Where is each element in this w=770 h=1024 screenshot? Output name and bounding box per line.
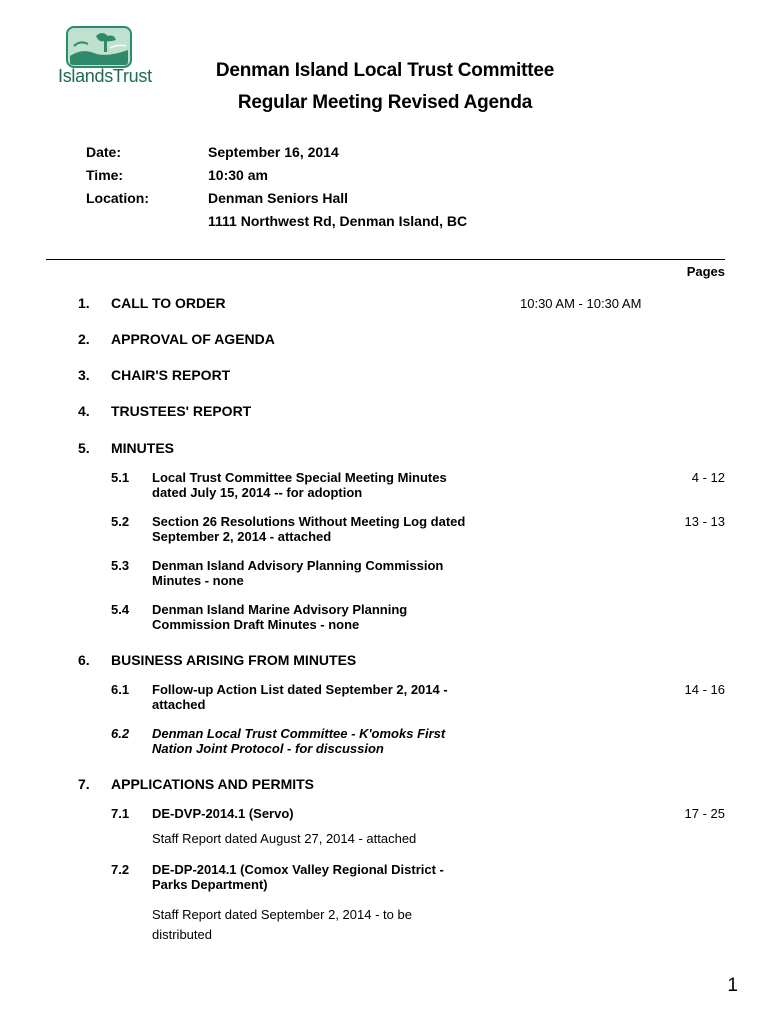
subitem-title-line1: Follow-up Action List dated September 2, 2014 - — [152, 682, 448, 697]
subitem-title-line1: Denman Island Advisory Planning Commission — [152, 558, 444, 573]
agenda-item-title: TRUSTEES' REPORT — [111, 403, 252, 419]
subitem-pages: 14 - 16 — [684, 682, 725, 697]
subitem-number: 5.1 — [111, 470, 130, 485]
logo-text: IslandsTrust — [58, 66, 152, 86]
agenda-item-number: 7. — [78, 776, 90, 792]
time-label: Time: — [86, 167, 124, 183]
agenda-item-title: APPLICATIONS AND PERMITS — [111, 776, 315, 792]
agenda-item-title: CHAIR'S REPORT — [111, 367, 231, 383]
header-divider — [46, 259, 725, 260]
subitem-title-line1: DE-DVP-2014.1 (Servo) — [152, 806, 294, 821]
subitem-title-line2: September 2, 2014 - attached — [152, 529, 332, 544]
subitem-title-line1: Denman Island Marine Advisory Planning — [152, 602, 408, 617]
subitem-title-line1: Denman Local Trust Committee - K'omoks First — [152, 726, 446, 741]
date-label: Date: — [86, 144, 122, 160]
pages-column-header: Pages — [686, 264, 725, 279]
location-value-1: Denman Seniors Hall — [208, 190, 349, 206]
agenda-item-number: 2. — [78, 331, 90, 347]
agenda-item-number: 3. — [78, 367, 90, 383]
agenda-item-number: 4. — [78, 403, 90, 419]
agenda-item-title: APPROVAL OF AGENDA — [111, 331, 275, 347]
agenda-item-title: MINUTES — [111, 440, 174, 456]
subitem-pages: 13 - 13 — [684, 514, 725, 529]
agenda-item-title: BUSINESS ARISING FROM MINUTES — [111, 652, 357, 668]
agenda-item-time: 10:30 AM - 10:30 AM — [520, 296, 642, 311]
subitem-title-line2: attached — [152, 697, 206, 712]
subitem-number: 6.2 — [111, 726, 130, 741]
subitem-title-line1: DE-DP-2014.1 (Comox Valley Regional District - — [152, 862, 444, 877]
subitem-title-line1: Section 26 Resolutions Without Meeting Log dated — [152, 514, 466, 529]
subitem-note-line1: Staff Report dated September 2, 2014 - to be — [152, 907, 412, 922]
subitem-pages: 17 - 25 — [684, 806, 725, 821]
agenda-item-title: CALL TO ORDER — [111, 295, 226, 311]
time-value: 10:30 am — [208, 167, 268, 183]
agenda-item-number: 5. — [78, 440, 90, 456]
agenda-item-number: 1. — [78, 295, 90, 311]
subitem-number: 5.4 — [111, 602, 130, 617]
subitem-title-line2: Minutes - none — [152, 573, 244, 588]
subitem-title-line1: Local Trust Committee Special Meeting Minutes — [152, 470, 447, 485]
subitem-note: Staff Report dated August 27, 2014 - attached — [152, 831, 417, 846]
page-number: 1 — [727, 975, 738, 996]
agenda-item-number: 6. — [78, 652, 90, 668]
date-value: September 16, 2014 — [208, 144, 339, 160]
subitem-title-line2: Nation Joint Protocol - for discussion — [152, 741, 384, 756]
subitem-title-line2: Commission Draft Minutes - none — [152, 617, 360, 632]
subitem-number: 5.3 — [111, 558, 130, 573]
subitem-number: 5.2 — [111, 514, 130, 529]
subitem-number: 7.1 — [111, 806, 130, 821]
subitem-pages: 4 - 12 — [691, 470, 725, 485]
document-title-line2: Regular Meeting Revised Agenda — [237, 92, 533, 113]
subitem-note-line2: distributed — [152, 927, 212, 942]
document-title-line1: Denman Island Local Trust Committee — [215, 60, 555, 81]
subitem-number: 6.1 — [111, 682, 130, 697]
subitem-title-line2: Parks Department) — [152, 877, 268, 892]
subitem-title-line2: dated July 15, 2014 -- for adoption — [152, 485, 363, 500]
subitem-number: 7.2 — [111, 862, 130, 877]
location-value-2: 1111 Northwest Rd, Denman Island, BC — [208, 213, 468, 229]
location-label: Location: — [86, 190, 149, 206]
